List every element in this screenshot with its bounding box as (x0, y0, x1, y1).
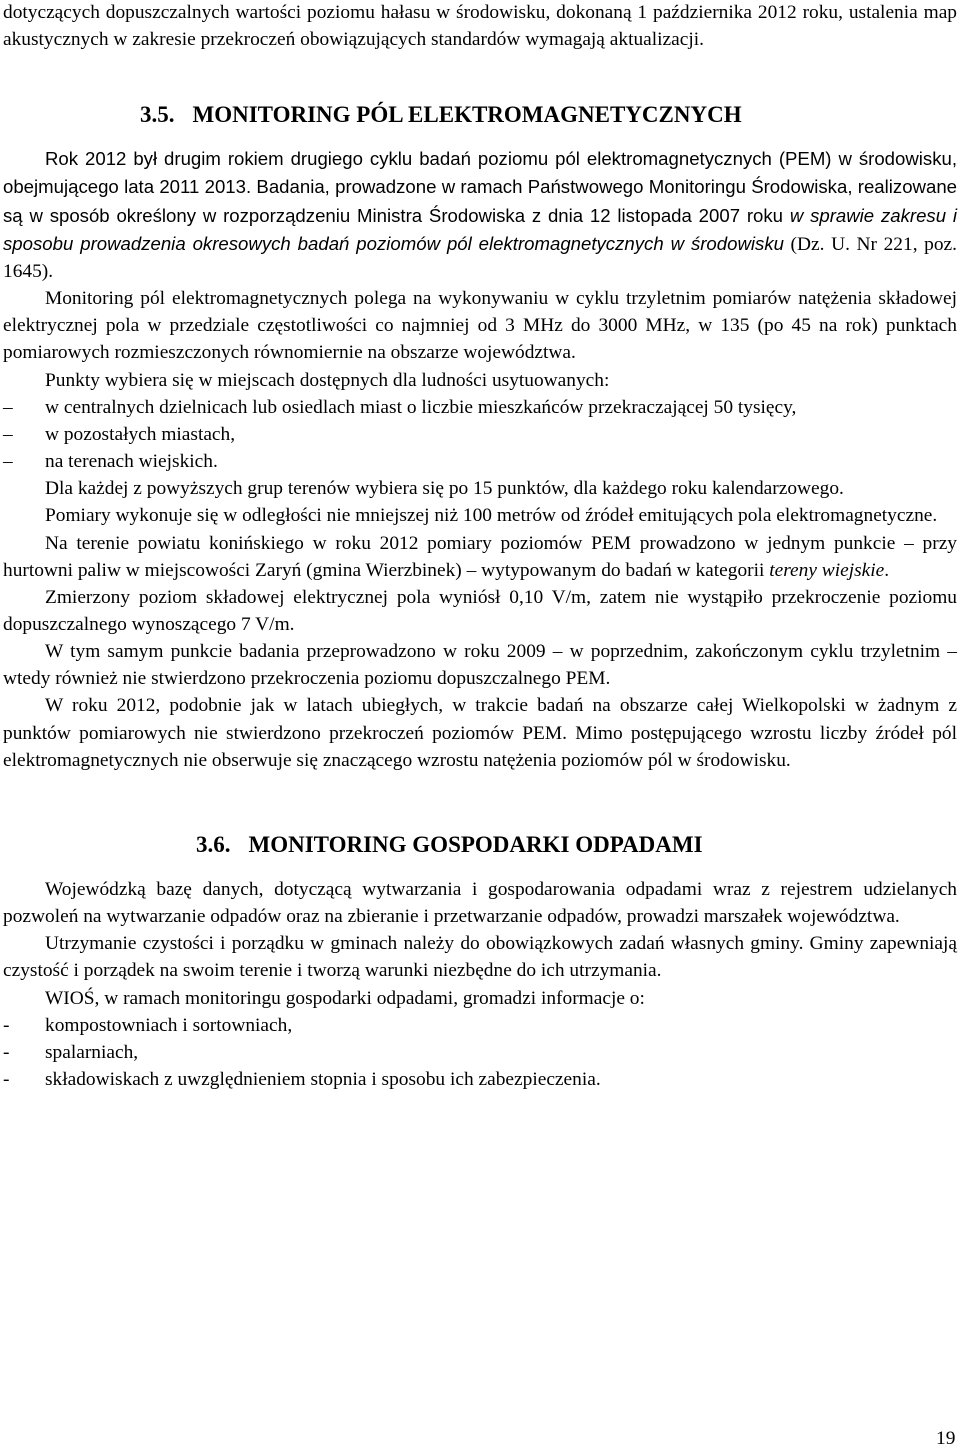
list-item (3, 1066, 957, 1093)
list-item-text: kompostowniach i sortowniach, (45, 1014, 293, 1036)
pem-paragraph-7: Zmierzony poziom składowej elektrycznej pola wyniósł 0,10 V/m, zatem nie wystąpiło przekroczenie poziomu dopuszczalnego wynoszącego 7 V/m. (3, 586, 957, 635)
pem-p1-part-d: (Dz. U. Nr 221, poz. 1645). (3, 233, 957, 282)
pem-location-list (3, 394, 957, 475)
waste-info-list (3, 1012, 957, 1093)
pem-p1-part-b: Badania, prowadzone w ramach Państwowego Monitoringu Środowiska, realizowane są w sposób określony w rozporządzeniu Ministra Środowiska z dnia 12 listopada 2007 roku (3, 176, 958, 226)
list-item-text: spalarniach, (45, 1041, 139, 1063)
list-item (3, 1039, 957, 1066)
section-number: 3.5. (140, 102, 175, 128)
list-item-text: składowiskach z uwzględnieniem stopnia i sposobu ich zabezpieczenia. (45, 1069, 601, 1090)
list-marker: – (3, 396, 13, 418)
pem-paragraph-8: W tym samym punkcie badania przeprowadzono w roku 2009 – w poprzednim, zakończonym cyklu trzyletnim – wtedy również nie stwierdzono przekroczenia poziomu dopuszczalnego PEM. (3, 641, 957, 690)
list-item (3, 394, 957, 421)
pem-p6-category: tereny wiejskie (769, 559, 885, 581)
list-item-text: w pozostałych miastach, (45, 423, 236, 445)
section-heading-3-6 (3, 830, 957, 860)
list-marker: - (3, 1041, 10, 1063)
section-title: MONITORING GOSPODARKI ODPADAMI (248, 831, 703, 857)
waste-paragraph-1: Wojewódzką bazę danych, dotyczącą wytwarzania i gospodarowania odpadami wraz z rejestrem udzielanych pozwoleń na wytwarzanie odpadów oraz na zbieranie i przetwarzanie odpadów, prowadzi marszałek województwa. (3, 878, 957, 928)
pem-p1-regulation-title: w sprawie zakresu i sposobu prowadzenia okresowych badań poziomów pól elektromagnetycznych w środowisku (3, 204, 957, 254)
pem-paragraph-1 (3, 145, 957, 285)
list-item (3, 1012, 957, 1039)
pem-paragraph-2: Monitoring pól elektromagnetycznych polega na wykonywaniu w cyklu trzyletnim pomiarów natężenia składowej elektrycznej pola w przedziale częstotliwości co najmniej od 3 MHz do 3000 MHz, w 135 (po 45 na rok) punktach pomiarowych rozmieszczonych równomiernie na obszarze województwa. (3, 288, 957, 364)
section-number: 3.6. (196, 831, 231, 857)
list-item-text: na terenach wiejskich. (45, 451, 218, 473)
list-marker: - (3, 1069, 10, 1090)
pem-p1-part-a: Rok 2012 był drugim rokiem drugiego cyklu badań poziomu pól elektromagnetycznych (PEM) w środowisku, obejmującego lata 2011 2013. (3, 148, 957, 198)
page-number: 19 (936, 1428, 956, 1449)
pem-paragraph-3: Punkty wybiera się w miejscach dostępnych dla ludności usytuowanych: (45, 369, 610, 391)
page-content (3, 0, 957, 1093)
list-item-text: w centralnych dzielnicach lub osiedlach miast o liczbie mieszkańców przekraczającej 50 tysięcy, (45, 396, 797, 418)
section-title: MONITORING PÓL ELEKTROMAGNETYCZNYCH (192, 102, 742, 128)
waste-paragraph-2: Utrzymanie czystości i porządku w gminach należy do obowiązkowych zadań własnych gminy. Gminy zapewniają czystość i porządek na swoim terenie i tworzą warunki niezbędne do ich utrzymania. (3, 933, 957, 982)
pem-paragraph-9: W roku 2012, podobnie jak w latach ubiegłych, w trakcie badań na obszarze całej Wielkopolski w żadnym z punktów pomiarowych nie stwierdzono przekroczeń poziomów PEM. Mimo postępującego wzrostu liczby źródeł pól elektromagnetycznych nie obserwuje się znaczącego wzrostu natężenia poziomów pól w środowisku. (3, 695, 957, 771)
pem-p6-part-a: Na terenie powiatu konińskiego w roku 2012 pomiary poziomów PEM prowadzono w jednym punkcie – przy hurtowni paliw w miejscowości Zaryń (gmina Wierzbinek) – wytypowanym do badań w kategorii (3, 532, 957, 581)
list-marker: – (3, 451, 13, 473)
intro-paragraph: dotyczących dopuszczalnych wartości poziomu hałasu w środowisku, dokonaną 1 października 2012 roku, ustalenia map akustycznych w zakresie przekroczeń obowiązujących standardów wymagają aktualizacji. (3, 2, 957, 51)
list-marker: – (3, 423, 13, 445)
pem-paragraph-4: Dla każdej z powyższych grup terenów wybiera się po 15 punktów, dla każdego roku kalendarzowego. (45, 478, 844, 500)
pem-paragraph-6 (3, 530, 957, 584)
waste-paragraph-3: WIOŚ, w ramach monitoringu gospodarki odpadami, gromadzi informacje o: (45, 987, 645, 1009)
list-marker: - (3, 1014, 10, 1036)
list-item (3, 448, 957, 475)
pem-p6-part-c: . (884, 559, 890, 581)
pem-paragraph-5: Pomiary wykonuje się w odległości nie mniejszej niż 100 metrów od źródeł emitujących pola elektromagnetyczne. (45, 505, 938, 527)
section-heading-3-5 (3, 100, 957, 130)
list-item (3, 421, 957, 448)
